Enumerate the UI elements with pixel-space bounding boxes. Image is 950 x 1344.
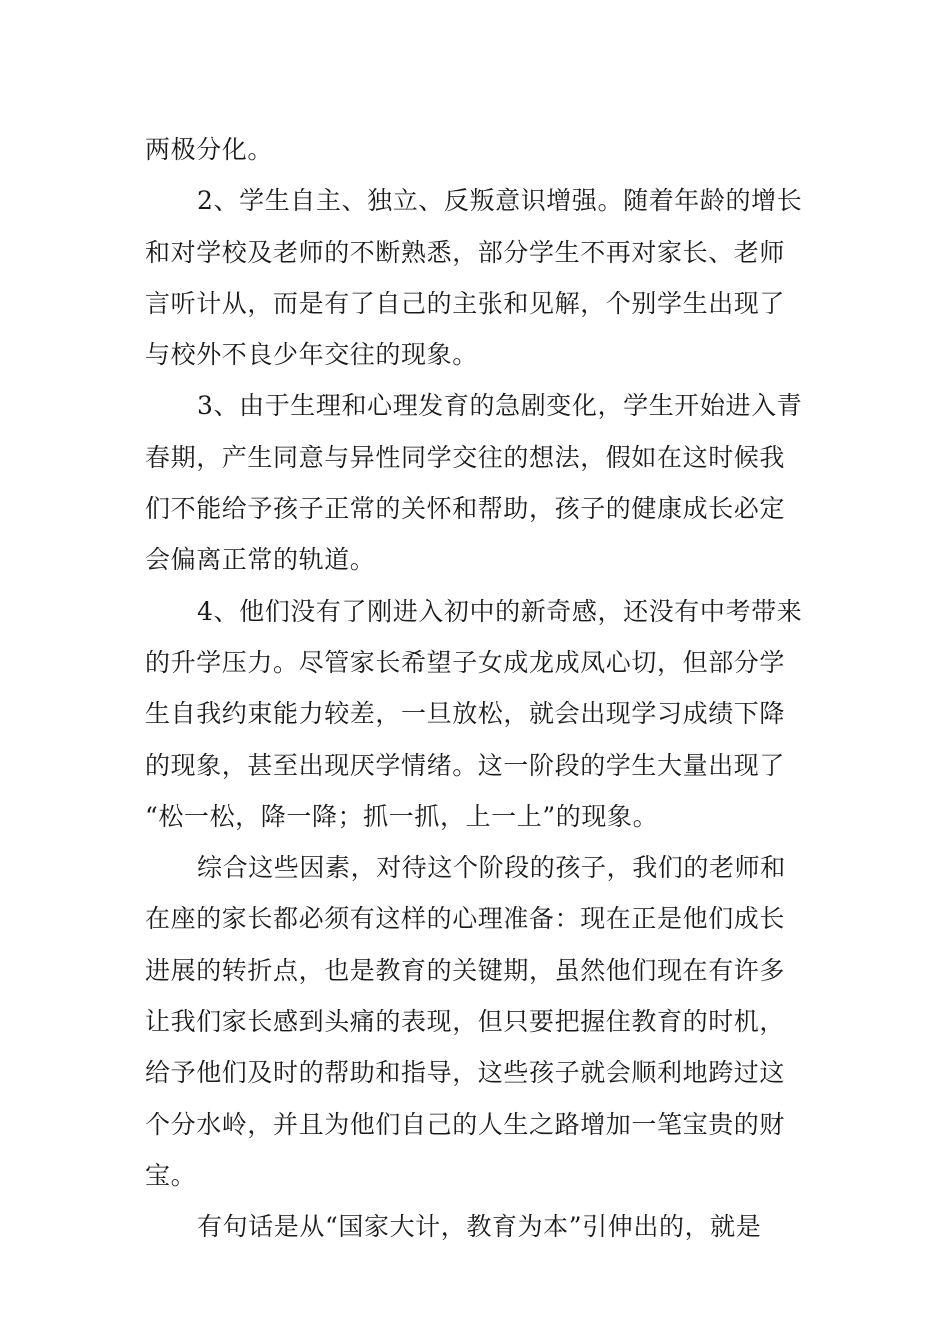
text-line: 3、由于生理和心理发育的急剧变化，学生开始进入青 xyxy=(197,391,803,421)
text-line: 在座的家长都必须有这样的心理准备：现在正是他们成长 xyxy=(145,904,786,934)
text-line: 们不能给予孩子正常的关怀和帮助，孩子的健康成长必定 xyxy=(145,494,786,524)
text-line: 春期，产生同意与异性同学交往的想法，假如在这时候我 xyxy=(145,442,786,472)
text-line: 的升学压力。尽管家长希望子女成龙成凤心切，但部分学 xyxy=(145,647,786,677)
text-line: 进展的转折点，也是教育的关键期，虽然他们现在有许多 xyxy=(145,955,786,985)
text-line: 个分水岭，并且为他们自己的人生之路增加一笔宝贵的财 xyxy=(145,1109,786,1139)
text-line: 4、他们没有了刚进入初中的新奇感，还没有中考带来 xyxy=(197,596,803,626)
text-line: 两极分化。 xyxy=(145,135,274,164)
text-line: 给予他们及时的帮助和指导，这些孩子就会顺利地跨过这 xyxy=(145,1058,786,1088)
text-line: 言听计从，而是有了自己的主张和见解，个别学生出现了 xyxy=(145,288,786,318)
text-line: 有句话是从“国家大计，教育为本”引伸出的，就是 xyxy=(197,1212,762,1242)
text-line: 和对学校及老师的不断熟悉，部分学生不再对家长、老师 xyxy=(145,237,786,267)
text-line: 让我们家长感到头痛的表现，但只要把握住教育的时机， xyxy=(145,1007,786,1037)
text-line: 与校外不良少年交往的现象。 xyxy=(145,340,478,370)
text-line: 宝。 xyxy=(145,1160,197,1190)
body-text xyxy=(145,124,810,1253)
text-line: 2、学生自主、独立、反叛意识增强。随着年龄的增长 xyxy=(197,186,803,216)
text-line: 会偏离正常的轨道。 xyxy=(145,545,376,575)
text-line: 的现象，甚至出现厌学情绪。这一阶段的学生大量出现了 xyxy=(145,750,786,780)
text-line: 综合这些因素，对待这个阶段的孩子，我们的老师和 xyxy=(197,853,786,883)
text-line: 生自我约束能力较差，一旦放松，就会出现学习成绩下降 xyxy=(145,699,786,729)
text-line: “松一松，降一降；抓一抓，上一上”的现象。 xyxy=(145,801,659,831)
